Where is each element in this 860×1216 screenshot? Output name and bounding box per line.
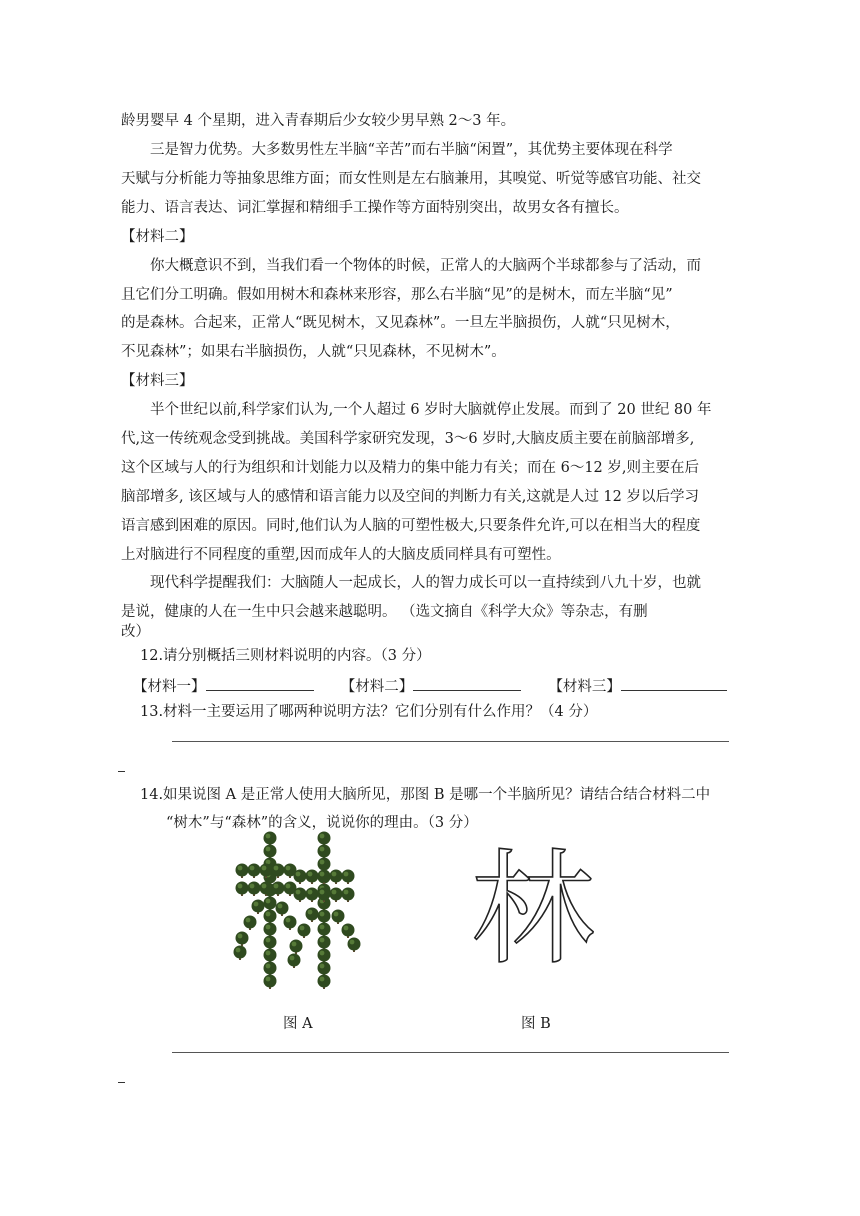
tree-icon bbox=[330, 870, 343, 885]
tree-icon bbox=[234, 946, 247, 961]
tree-icon bbox=[284, 916, 297, 931]
text-line: 语言感到困难的原因。同时,他们认为人脑的可塑性极大,只要条件允许,可以在相当大的程度 bbox=[121, 518, 701, 534]
tree-icon bbox=[342, 870, 355, 885]
tree-icon bbox=[332, 910, 345, 925]
question-14-cont: “树木”与“森林”的含义，说说你的理由。（3 分） bbox=[166, 815, 478, 831]
tree-icon bbox=[318, 832, 331, 847]
tree-icon bbox=[290, 940, 303, 955]
text-line: 改） bbox=[121, 624, 150, 640]
tree-icon bbox=[298, 924, 311, 939]
material-heading: 【材料三】 bbox=[121, 373, 194, 389]
tree-icon bbox=[236, 932, 249, 947]
text-line: 不见森林”；如果右半脑损伤，人就“只见森林，不见树木”。 bbox=[121, 344, 506, 360]
text-line: 你大概意识不到，当我们看一个物体的时候，正常人的大脑两个半球都参与了活动，而 bbox=[150, 258, 701, 274]
tree-icon bbox=[264, 845, 277, 860]
tree-icon bbox=[318, 870, 331, 885]
tree-icon bbox=[318, 949, 331, 964]
answer-row-12 bbox=[133, 676, 727, 697]
tree-icon bbox=[264, 897, 277, 912]
tree-icon bbox=[318, 975, 331, 990]
text-line: 现代科学提醒我们：大脑随人一起成长，人的智力成长可以一直持续到八九十岁，也就 bbox=[150, 575, 701, 591]
figure-a-caption: 图 A bbox=[283, 1016, 313, 1032]
tree-icon bbox=[288, 954, 301, 969]
figure-b-char: 林 bbox=[470, 838, 596, 982]
tree-icon bbox=[318, 962, 331, 977]
tree-icon bbox=[264, 910, 277, 925]
tree-icon bbox=[244, 916, 257, 931]
tree-icon bbox=[342, 888, 355, 903]
answer-line-13[interactable] bbox=[172, 741, 729, 742]
tree-icon bbox=[236, 864, 249, 879]
tree-icon bbox=[318, 923, 331, 938]
tree-icon bbox=[318, 936, 331, 951]
tree-icon bbox=[264, 975, 277, 990]
figure-b-outlined-character bbox=[470, 836, 596, 982]
text-line: 且它们分工明确。假如用树木和森林来形容，那么右半脑“见”的是树木，而左半脑“见” bbox=[121, 287, 673, 303]
question-13: 13.材料一主要运用了哪两种说明方法？它们分别有什么作用？（4 分） bbox=[140, 704, 598, 720]
answer-label-material-2: 【材料二】 bbox=[340, 679, 414, 695]
text-line: 半个世纪以前,科学家们认为,一个人超过 6 岁时大脑就停止发展。而到了 20 世纪 80 年 bbox=[150, 402, 712, 418]
tree-icon bbox=[248, 864, 261, 879]
tree-icon bbox=[252, 900, 265, 915]
question-12: 12.请分别概括三则材料说明的内容。（3 分） bbox=[140, 648, 431, 664]
tree-icon bbox=[330, 888, 343, 903]
tree-icon bbox=[276, 902, 289, 917]
tree-icon bbox=[294, 888, 307, 903]
tree-icon bbox=[264, 949, 277, 964]
answer-line-14[interactable] bbox=[172, 1052, 729, 1053]
text-line: 的是森林。合起来，正常人“既见树木，又见森林”。一旦左半脑损伤，人就“只见树木， bbox=[121, 315, 680, 331]
tree-icon bbox=[264, 962, 277, 977]
answer-label-material-3: 【材料三】 bbox=[548, 679, 621, 695]
text-line: 脑部增多, 该区域与人的感情和语言能力以及空间的判断力有关,这就是人过 12 岁以后学习 bbox=[121, 489, 699, 505]
answer-blank-material-3[interactable] bbox=[621, 676, 727, 691]
tree-icon bbox=[318, 910, 331, 925]
tree-icon bbox=[306, 908, 319, 923]
tree-icon bbox=[348, 938, 361, 953]
figure-b-caption: 图 B bbox=[521, 1016, 551, 1032]
tree-icon bbox=[318, 845, 331, 860]
text-line: 代,这一传统观念受到挑战。美国科学家研究发现，3～6 岁时,大脑皮质主要在前脑部增多, bbox=[121, 431, 695, 447]
answer-blank-material-1[interactable] bbox=[206, 676, 314, 691]
question-14: 14.如果说图 A 是正常人使用大脑所见，那图 B 是哪一个半脑所见？请结合结合材料二中 bbox=[140, 787, 711, 803]
answer-blank-material-2[interactable] bbox=[413, 676, 521, 691]
text-line: 三是智力优势。大多数男性左半脑“辛苦”而右半脑“闲置”，其优势主要体现在科学 bbox=[150, 142, 673, 158]
tree-icon bbox=[264, 923, 277, 938]
tree-icon bbox=[236, 882, 249, 897]
text-line: 能力、语言表达、词汇掌握和精细手工操作等方面特别突出，故男女各有擅长。 bbox=[121, 200, 629, 216]
dash-mark bbox=[118, 1082, 125, 1083]
tree-icon bbox=[264, 936, 277, 951]
text-line: 这个区域与人的行为组织和计划能力以及精力的集中能力有关；而在 6～12 岁,则主要在后 bbox=[121, 460, 699, 476]
tree-icon bbox=[306, 888, 319, 903]
answer-label-material-1: 【材料一】 bbox=[133, 679, 206, 695]
text-line: 上对脑进行不同程度的重塑,因而成年人的大脑皮质同样具有可塑性。 bbox=[121, 547, 561, 563]
material-heading: 【材料二】 bbox=[121, 229, 194, 245]
tree-icon bbox=[306, 870, 319, 885]
tree-icon bbox=[294, 870, 307, 885]
tree-icon bbox=[342, 924, 355, 939]
tree-icon bbox=[264, 832, 277, 847]
figure-a-tree-character bbox=[232, 830, 362, 996]
text-line: 天赋与分析能力等抽象思维方面；而女性则是左右脑兼用，其嗅觉、听觉等感官功能、社交 bbox=[121, 171, 701, 187]
dash-mark bbox=[118, 771, 125, 772]
text-line: 是说，健康的人在一生中只会越来越聪明。 （选文摘自《科学大众》等杂志，有删 bbox=[121, 604, 648, 620]
text-line: 龄男婴早 4 个星期，进入青春期后少女较少男早熟 2～3 年。 bbox=[121, 113, 516, 129]
tree-icon bbox=[248, 882, 261, 897]
